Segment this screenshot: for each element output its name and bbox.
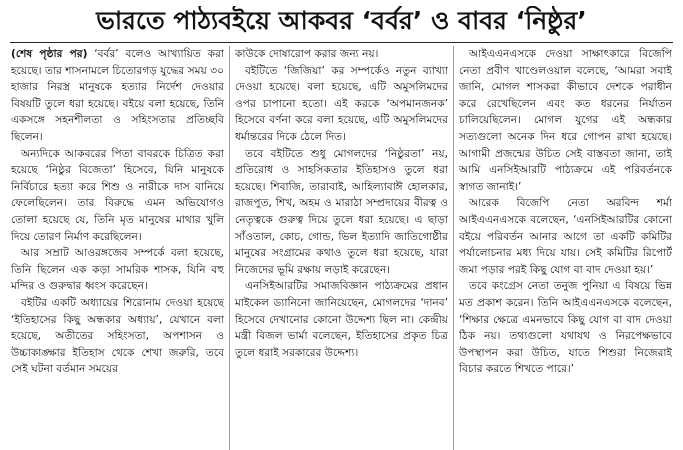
- paragraph: কাউকে দোষারোপ করার জন্য নয়।: [235, 48, 379, 60]
- paragraph: অন্যদিকে আকবরের পিতা বাবরকে চিত্রিত করা হয়েছে ‘নিষ্ঠুর বিজেতা’ হিসেবে, যিনি মানুষকে নির্বিচারে হত্যা করে শিশু ও নারীকে দাস বানিয়ে ফেলেছিলেন। তার বিরুদ্ধে এমন অভিযোগও তোলা হয়েছে যে, তিনি মৃত মানুষের মাথার খুলি দিয়ে তোরণ নির্মাণ করেছিলেন।: [11, 147, 224, 243]
- paragraph: তবে বইটিতে শুধু মোগলদের ‘নিষ্ঠুরতা’ নয়, প্রতিরোধ ও সাহসিকতার ইতিহাসও তুলে ধরা হয়েছে। শিবাজি, তারাবাই, আহিল্যাবাঈ হোলকার, রাজপুত, শিখ, অহম ও মারাঠা সম্প্রদায়ের বীরত্ব ও নেতৃত্বকে গুরুত্ব দিয়ে তুলে ধরা হয়েছে। এ ছাড়া সাঁওতাল, কোচ, গোন্ড, ভিল ইত্যাদি জাতিগোষ্ঠীর মানুষের সংগ্রামের কথাও তুলে ধরা হয়েছে, যারা নিজেদের ভূমি রক্ষায় লড়াই করেছেন।: [235, 147, 448, 276]
- column-1: [6, 46, 229, 450]
- article-columns: [6, 46, 677, 450]
- paragraph: আইএএনএসকে দেওয়া সাক্ষাৎকারে বিজেপি নেতা প্রবীণ খাণ্ডেলওয়াল বলেছে, ‘আমরা সবাই জানি, মোগল শাসকরা কীভাবে দেশকে পরাধীন করে রেখেছিলেন এবং কত ধরনের নির্যাতন চালিয়েছিলেন। মোগল যুগের এই অন্ধকার সত্যগুলো অনেক দিন ধরে গোপন রাখা হয়েছে। আগামী প্রজন্মের উচিত সেই বাস্তবতা জানা, তাই আমি এনসিইআরটি পাঠ্যক্রমে এই পরিবর্তনকে স্বাগত জানাই।’: [459, 48, 672, 193]
- paragraph-text: ‘বর্বর’ বলেও আখ্যায়িত করা হয়েছে। তার শাসনামলে চিতোরগড় যুদ্ধের সময় ৩০ হাজার নিরস্ত্র মানুষকে হত্যার নির্দেশ দেওয়ার বিষয়টি তুলে ধরা হয়েছে। বইয়ে বলা হয়েছে, তিনি একসঙ্গে সহনশীলতা ও সহিংসতার প্রতিচ্ছবি ছিলেন।: [11, 48, 224, 143]
- paragraph: বইটিতে ‘জিজিয়া’ কর সম্পর্কেও নতুন ব্যাখ্যা দেওয়া হয়েছে। বলা হয়েছে, এটি অমুসলিমদের ওপর চাপানো হতো। এই করকে ‘অপমানজনক’ হিসেবে বর্ণনা করে বলা হয়েছে, এটি অমুসলিমদের ধর্মান্তরের দিকে ঠেলে দিত।: [235, 64, 448, 143]
- paragraph: আর সম্রাট আওরঙ্গজেব সম্পর্কে বলা হয়েছে, তিনি ছিলেন এক কড়া সামরিক শাসক, যিনি বহু মন্দির ও গুরুদ্বার ধ্বংস করেছেন।: [11, 247, 224, 293]
- paragraph: এনসিইআরটির সমাজবিজ্ঞান পাঠ্যক্রমের প্রধান মাইকেল ড্যানিনো জানিয়েছেন, মোগলদের ‘দানব’ হিসেবে দেখানোর কোনো উদ্দেশ্য ছিল না। কেন্দ্রীয় মন্ত্রী বিজল ভার্মা বলেছেন, ইতিহাসের প্রকৃত চিত্র তুলে ধরাই সরকারের উদ্দেশ্য।: [235, 280, 448, 359]
- paragraph: আরেক বিজেপি নেতা অরবিন্দ শর্মা আইএএনএসকে বলেছেন, ‘এনসিইআরটির কোনো বইয়ে পরিবর্তন আনার আগে তা একটি কমিটির পর্যালোচনার মধ্য দিয়ে যায়। সেই কমিটির রিপোর্ট জমা পড়ার পরই কিছু যোগ বা বাদ দেওয়া হয়।’: [459, 197, 672, 276]
- paragraph: [11, 46, 224, 146]
- paragraph: তবে কংগ্রেস নেতা তনুজ পুনিয়া এ বিষয়ে ভিন্ন মত প্রকাশ করেন। তিনি আইএএনএসকে বলেছেন, ‘শিক্ষার ক্ষেত্রে এমনভাবে কিছু যোগ বা বাদ দেওয়া ঠিক নয়। তথ্যগুলো যথাযথ ও নিরপেক্ষভাবে উপস্থাপন করা উচিত, যাতে শিশুরা নিজেরাই বিচার করতে শিখতে পারে।’: [459, 280, 672, 376]
- continuation-label: (শেষ পৃষ্ঠার পর): [11, 48, 88, 60]
- column-2: [229, 46, 453, 450]
- paragraph: বইটির একটি অধ্যায়ের শিরোনাম দেওয়া হয়েছে ‘ইতিহাসের কিছু অন্ধকার অধ্যায়’, যেখানে বলা হয়েছে, অতীতের সহিংসতা, অপশাসন ও উচ্চাকাঙ্ক্ষার ইতিহাস থেকে শেখা জরুরি, তবে সেই ঘটনা বর্তমান সময়ের: [11, 296, 224, 376]
- column-3: [453, 46, 677, 450]
- headline: ভারতে পাঠ্যবইয়ে আকবর ‘বর্বর’ ও বাবর ‘নিষ্ঠুর’: [10, 6, 673, 43]
